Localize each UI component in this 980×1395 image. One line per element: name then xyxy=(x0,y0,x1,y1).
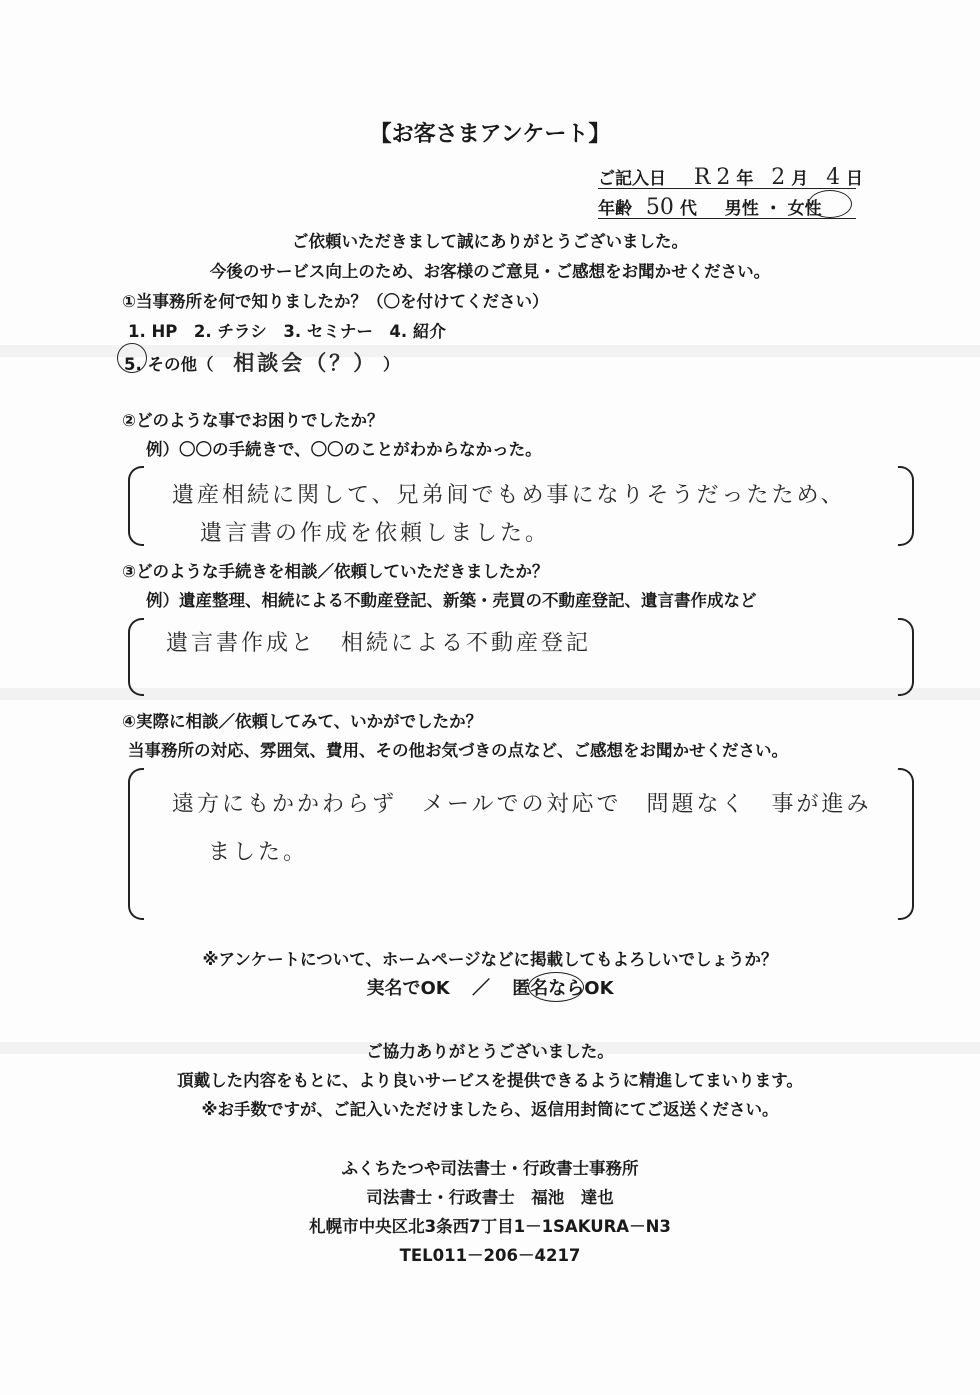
q1-question: ①当事務所を何で知りましたか？（〇を付けてください） xyxy=(122,292,549,311)
q1-other xyxy=(124,347,400,377)
female-circle-mark xyxy=(808,190,852,218)
publish-slash: ／ xyxy=(472,978,490,999)
q1-other-close: ） xyxy=(383,355,400,374)
gender-female: 女性 xyxy=(787,199,822,219)
intro-line-1: ご依頼いただきまして誠にありがとうございました。 xyxy=(292,232,688,251)
q2-question: ②どのような事でお困りでしたか？ xyxy=(122,411,384,430)
gender-male: 男性 xyxy=(724,199,759,219)
q4-answer-line-2: ました。 xyxy=(208,840,309,865)
publish-question: ※アンケートについて、ホームページなどに掲載してもよろしいでしょうか？ xyxy=(202,950,778,969)
date-day: 4 xyxy=(826,165,841,190)
q4-subquestion: 当事務所の対応、雰囲気、費用、その他お気づきの点など、ご感想をお聞かせください。 xyxy=(128,741,788,760)
scan-artifact xyxy=(0,688,980,700)
footer-thanks: ご協力ありがとうございました。 xyxy=(366,1042,614,1061)
q1-other-label: その他（ xyxy=(147,355,214,374)
month-unit: 月 xyxy=(791,169,809,189)
q1-options: 1. HP 2. チラシ 3. セミナー 4. 紹介 xyxy=(128,322,446,341)
q1-other-number: 5. xyxy=(124,355,142,374)
publish-real-name-ok: 実名でOK xyxy=(366,978,450,999)
age-label: 年齢 xyxy=(598,199,632,219)
answer-bracket-left xyxy=(128,466,144,546)
office-name: ふくちたつや司法書士・行政書士事務所 xyxy=(341,1159,639,1178)
date-field xyxy=(598,164,864,190)
anonymous-circle-mark xyxy=(528,972,584,1002)
q2-answer-line-1: 遺産相続に関して、兄弟间でもめ事になりそうだったため、 xyxy=(172,483,846,508)
answer-bracket-right xyxy=(898,768,914,920)
date-label: ご記入日 xyxy=(598,169,666,189)
footer-line-2: 頂戴した内容をもとに、より良いサービスを提供できるように精進してまいります。 xyxy=(177,1071,803,1090)
age-value: 50 xyxy=(645,195,674,220)
office-representative: 司法書士・行政書士 福池 達也 xyxy=(366,1188,614,1207)
intro-line-2: 今後のサービス向上のため、お客様のご意見・ご感想をお聞かせください。 xyxy=(209,262,771,281)
footer-line-3: ※お手数ですが、ご記入いただけましたら、返信用封筒にてご返送ください。 xyxy=(201,1100,779,1119)
q3-example: 例）遺産整理、相続による不動産登記、新築・売買の不動産登記、遺言書作成など xyxy=(146,591,757,610)
office-address: 札幌市中央区北3条西7丁目1－1SAKURA－N3 xyxy=(309,1217,671,1236)
date-year: 2 xyxy=(716,165,731,190)
answer-bracket-left xyxy=(128,768,144,920)
q4-answer-line-1: 遠方にもかかわらず メールでの対応で 問題なく 事が進み xyxy=(172,792,872,817)
q2-example: 例）〇〇の手続きで、〇〇のことがわからなかった。 xyxy=(146,440,542,459)
office-tel: TEL011－206－4217 xyxy=(399,1246,581,1265)
answer-bracket-right xyxy=(898,618,914,696)
publish-options xyxy=(0,974,980,1000)
q2-answer-line-2: 遺言書の作成を依頼しました。 xyxy=(200,521,551,546)
day-unit: 日 xyxy=(846,169,864,189)
survey-title: 【お客さまアンケート】 xyxy=(369,122,611,147)
q3-answer: 遺言書作成と 相続による不動産登記 xyxy=(166,631,592,656)
age-unit: 代 xyxy=(679,199,697,219)
answer-bracket-right xyxy=(898,466,914,546)
gender-separator: ・ xyxy=(764,199,782,219)
q4-question: ④実際に相談／依頼してみて、いかがでしたか？ xyxy=(122,712,483,731)
date-era: R xyxy=(693,165,711,190)
publish-anonymous-ok: 匿名ならOK xyxy=(512,978,614,999)
year-unit: 年 xyxy=(736,169,754,189)
option-5-circle-mark xyxy=(117,343,147,373)
answer-bracket-left xyxy=(128,618,144,696)
date-month: 2 xyxy=(771,165,786,190)
q3-question: ③どのような手続きを相談／依頼していただきましたか？ xyxy=(122,562,549,581)
q1-other-answer: 相談会（？） xyxy=(233,350,378,375)
